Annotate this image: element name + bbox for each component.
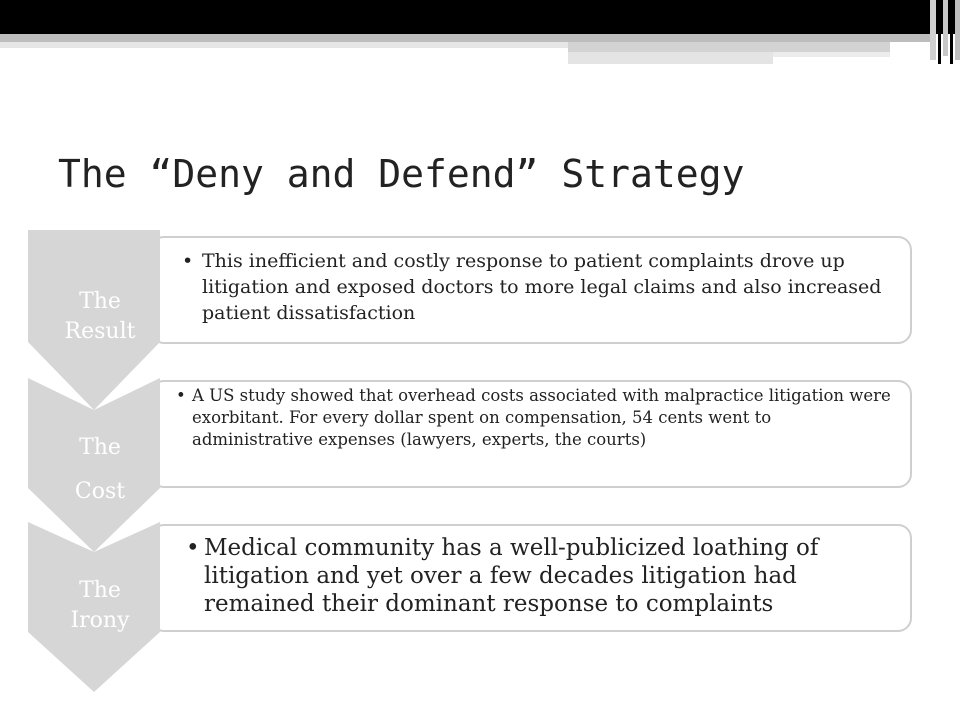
bullet-result — [182, 248, 882, 326]
bullet-dot-icon: • — [186, 535, 200, 561]
bullet-text: A US study showed that overhead costs associated with malpractice litigation were exorbitant. For every dollar spent on compensation, 54 cents went to administrative expenses (lawyers, experts, the courts) — [192, 386, 891, 449]
bullet-text: Medical community has a well-publicized loathing of litigation and yet over a few decades litigation had remained their dominant response to complaints — [204, 535, 819, 617]
slide-title: The “Deny and Defend” Strategy — [58, 152, 745, 196]
label-line: The — [79, 289, 121, 314]
label-line: Cost — [74, 479, 126, 504]
label-line: The — [79, 435, 121, 460]
label-line: The — [79, 578, 121, 603]
bullet-text: This inefficient and costly response to patient complaints drove up litigation and exposed doctors to more legal claims and also increased patient dissatisfaction — [202, 250, 882, 324]
label-line: Irony — [70, 608, 130, 633]
label-line: Result — [64, 319, 136, 344]
bullet-irony — [186, 534, 906, 618]
bullet-cost — [176, 385, 896, 451]
bullet-dot-icon: • — [176, 386, 186, 405]
bullet-dot-icon: • — [182, 250, 194, 272]
label-result — [30, 287, 170, 347]
label-irony — [30, 576, 170, 636]
label-cost — [30, 426, 170, 514]
